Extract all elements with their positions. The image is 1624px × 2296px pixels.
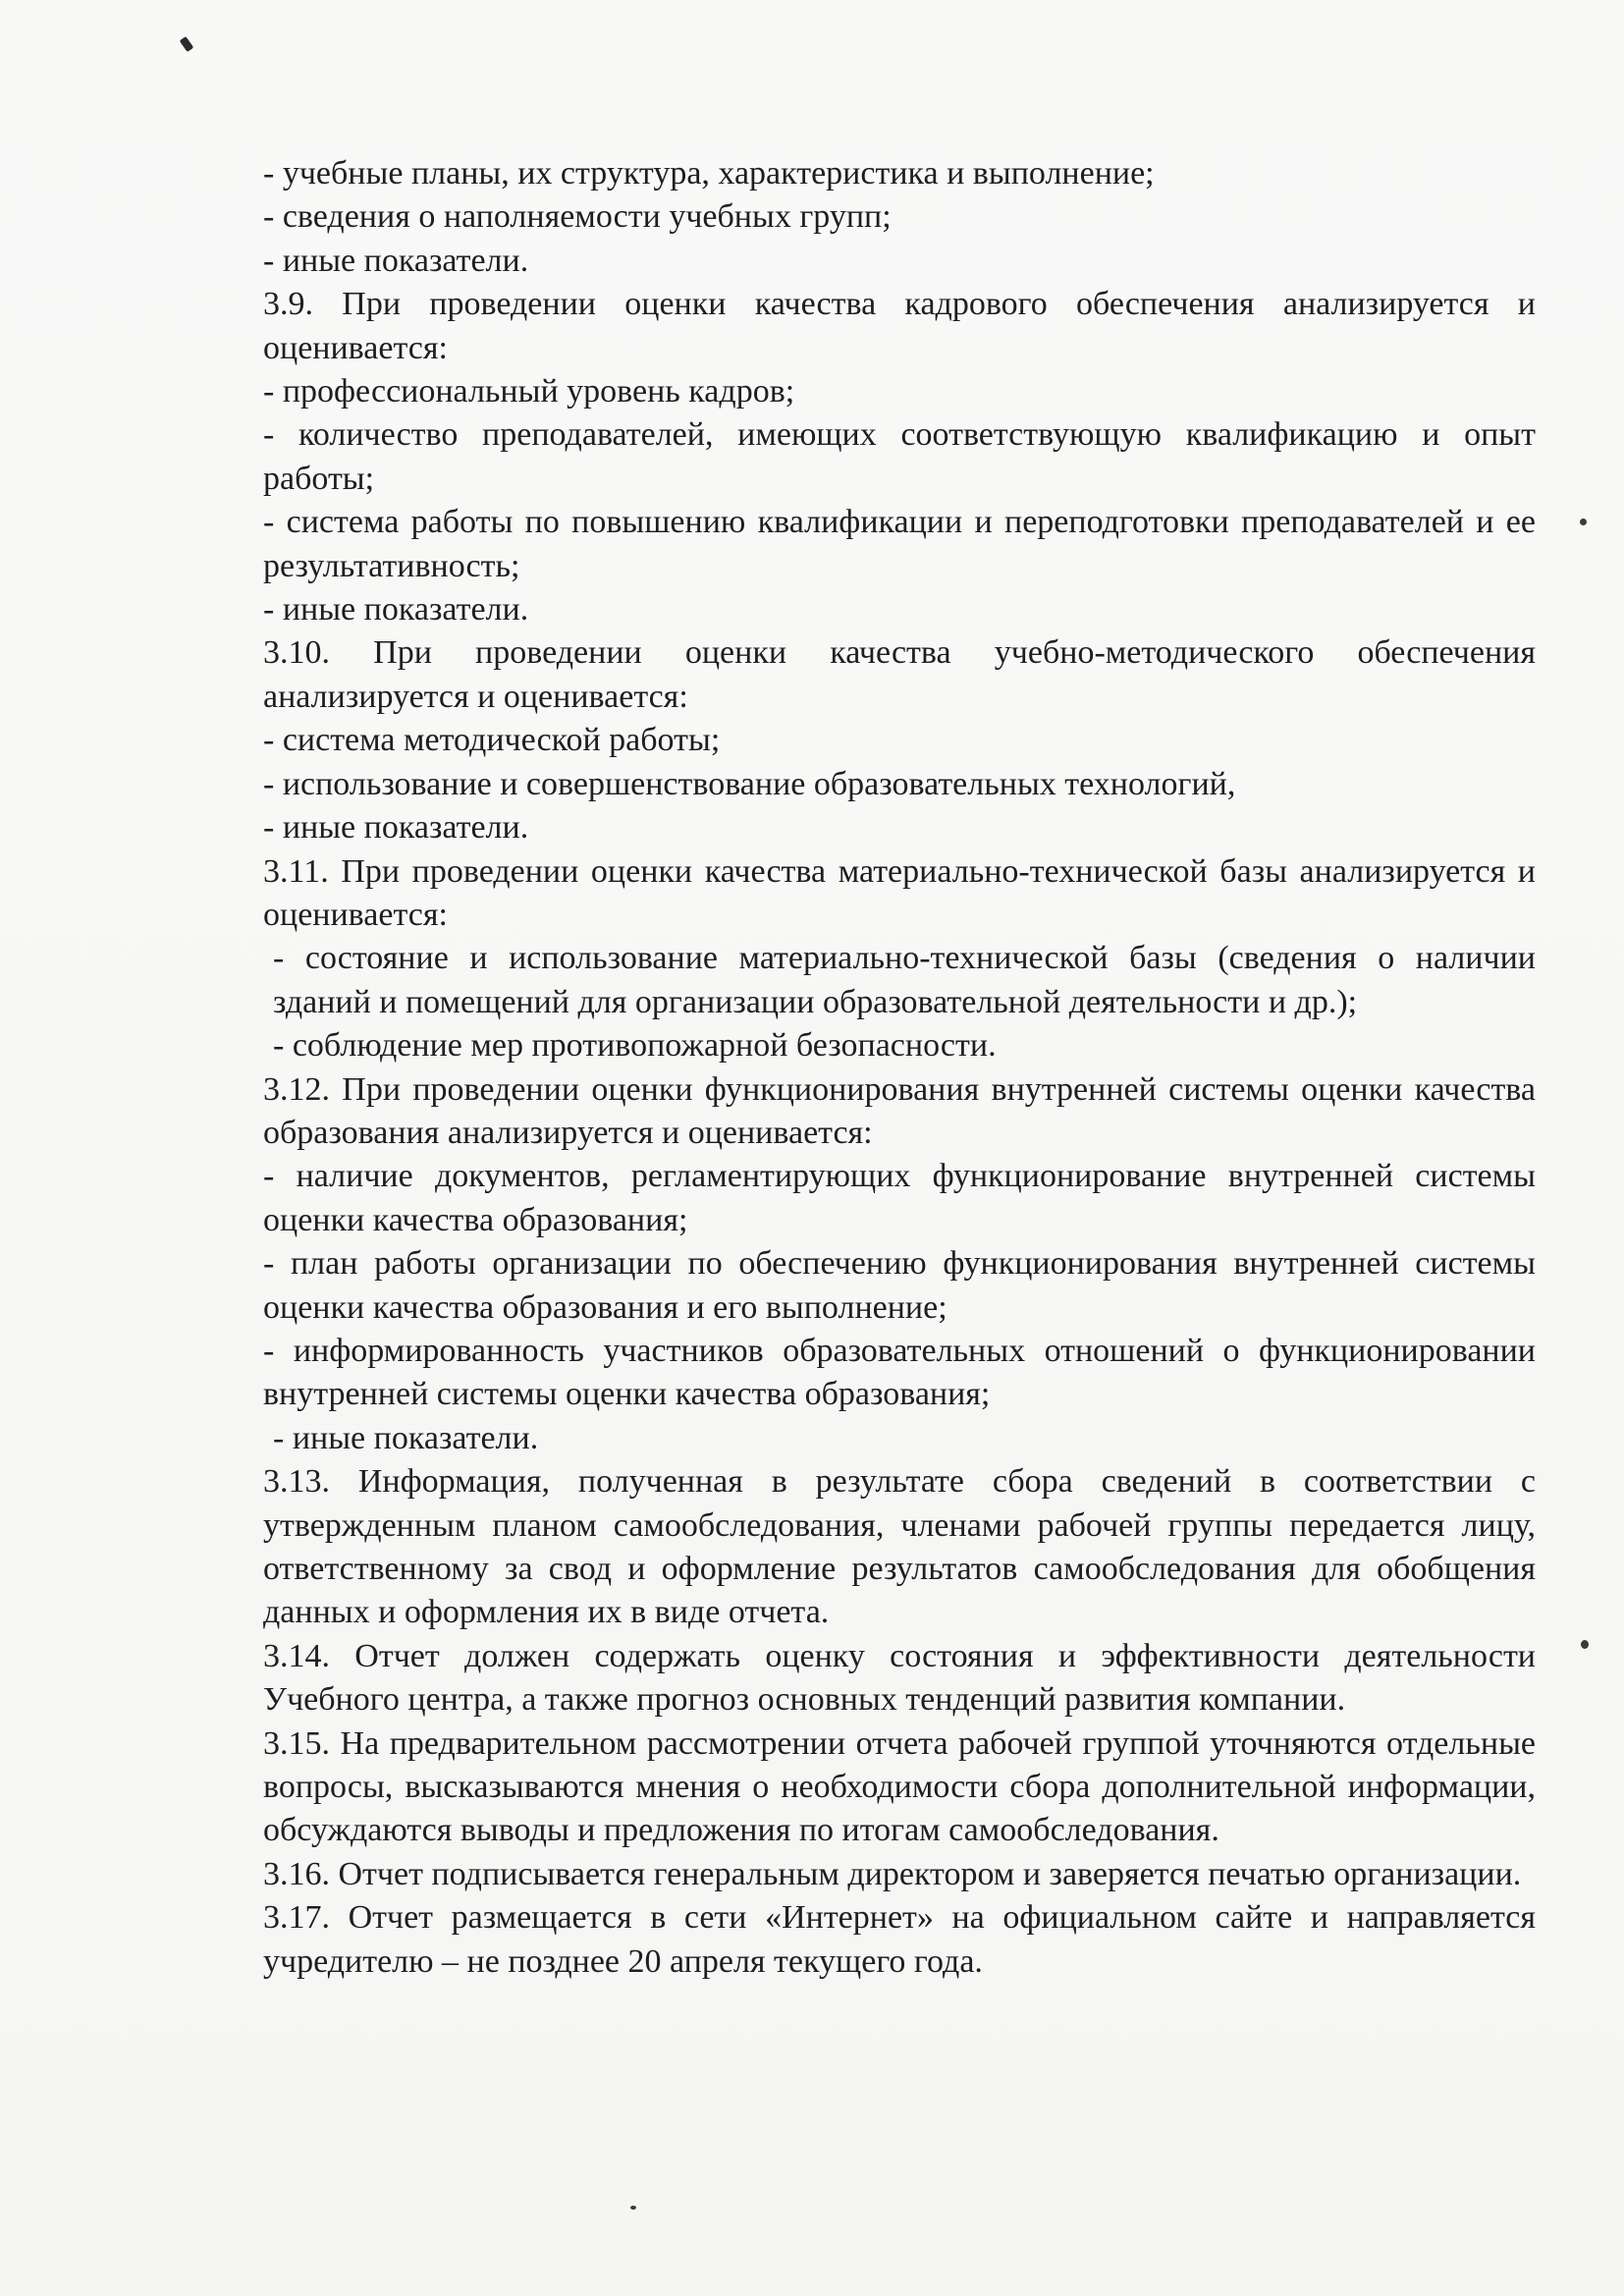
section-3-14: 3.14. Отчет должен содержать оценку состояния и эффективности деятельности Учебного центра, а также прогноз основных тенденций развития компании. [263, 1637, 1536, 1719]
section-3-11: 3.11. При проведении оценки качества материально-технической базы анализируется и оценивается: [263, 852, 1536, 933]
text-line: - наличие документов, регламентирующих функционирование внутренней системы оценки качества образования; [263, 1158, 1536, 1238]
text-line: - план работы организации по обеспечению функционирования внутренней системы оценки качества образования и его выполнение; [263, 1245, 1536, 1326]
section-3-16: 3.16. Отчет подписывается генеральным директором и заверяется печатью организации. [263, 1855, 1522, 1892]
text-line: - иные показатели. [263, 809, 529, 847]
section-3-15: 3.15. На предварительном рассмотрении отчета рабочей группой уточняются отдельные вопросы, высказываются мнения о необходимости сбора дополнительной информации, обсуждаются выводы и предложения по итогам самообследования. [263, 1724, 1536, 1849]
section-3-10: 3.10. При проведении оценки качества учебно-методического обеспечения анализируется и оценивается: [263, 634, 1536, 715]
text-line: - профессиональный уровень кадров; [263, 373, 795, 410]
section-3-17: 3.17. Отчет размещается в сети «Интернет» на официальном сайте и направляется учредителю – не позднее 20 апреля текущего года. [263, 1899, 1536, 1980]
text-line: - состояние и использование материально-технической базы (сведения о наличии зданий и помещений для организации образовательной деятельности и др.); [273, 940, 1536, 1020]
text-line: - иные показатели. [263, 591, 529, 629]
text-line: - система работы по повышению квалификации и переподготовки преподавателей и ее результативность; [263, 504, 1536, 584]
text-line: - иные показатели. [273, 1419, 539, 1456]
text-line: - иные показатели. [263, 242, 529, 279]
scan-mark-top [180, 36, 194, 52]
text-line: - количество преподавателей, имеющих соответствующую квалификацию и опыт работы; [263, 416, 1536, 497]
text-line: - соблюдение мер противопожарной безопасности. [273, 1027, 997, 1065]
text-line: - использование и совершенствование образовательных технологий, [263, 765, 1236, 802]
scan-speck-bottom [630, 2206, 636, 2210]
section-3-12: 3.12. При проведении оценки функционирования внутренней системы оценки качества образования анализируется и оценивается: [263, 1070, 1536, 1151]
text-line: - система методической работы; [263, 722, 721, 759]
section-3-13: 3.13. Информация, полученная в результате сбора сведений в соответствии с утвержденным планом самообследования, членами рабочей группы передается лицу, ответственному за свод и оформление результатов самообследования для обобщения данных и оформления их в виде отчета. [263, 1463, 1536, 1631]
scan-speck-right-upper [1580, 519, 1587, 525]
section-3-9: 3.9. При проведении оценки качества кадрового обеспечения анализируется и оценивается: [263, 286, 1536, 366]
text-line: - информированность участников образовательных отношений о функционировании внутренней системы оценки качества образования; [263, 1332, 1536, 1413]
text-line: - сведения о наполняемости учебных групп; [263, 198, 892, 236]
text-line: - учебные планы, их структура, характеристика и выполнение; [263, 155, 1155, 191]
document-body [263, 152, 1536, 1984]
scan-speck-right-lower [1581, 1640, 1589, 1649]
